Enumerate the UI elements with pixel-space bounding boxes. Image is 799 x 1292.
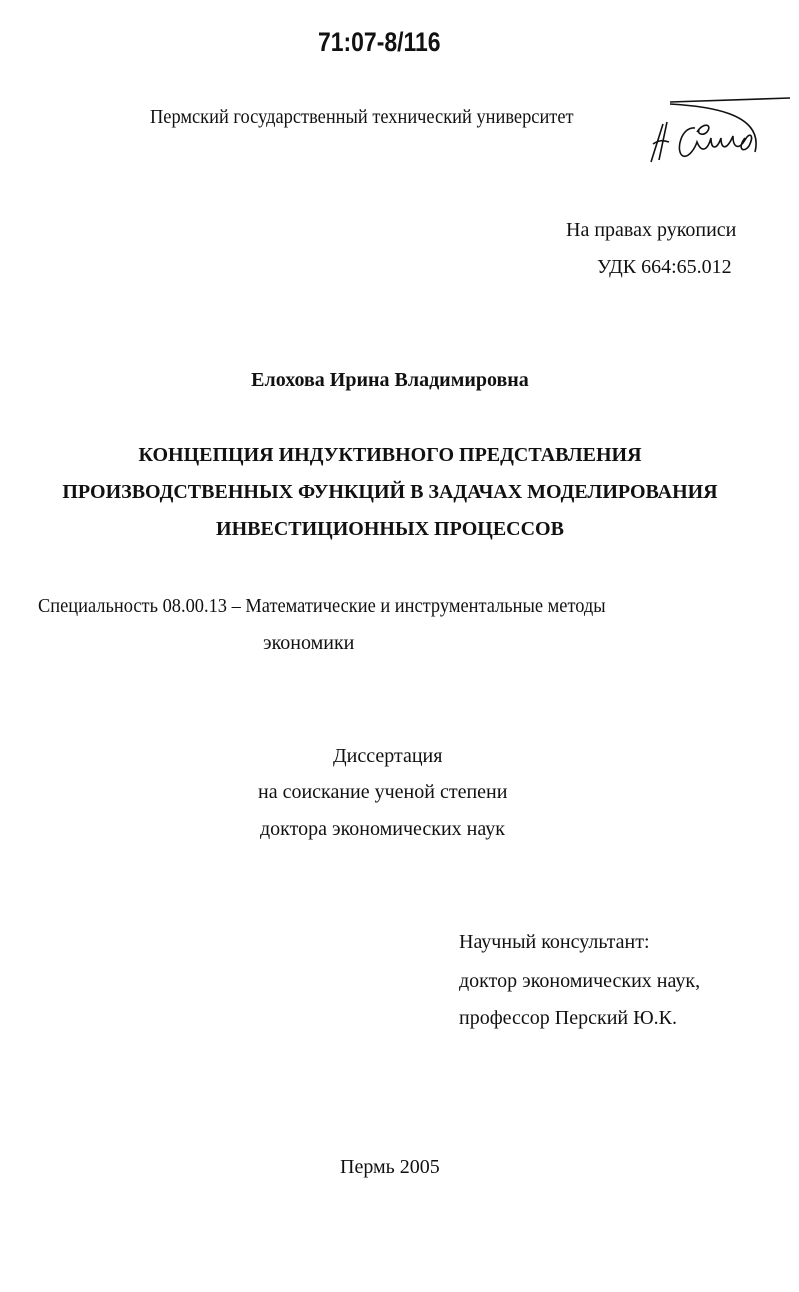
degree-line-1: Диссертация xyxy=(333,745,443,767)
degree-line-2: на соискание ученой степени xyxy=(258,781,508,803)
degree-line-3: доктора экономических наук xyxy=(260,818,505,840)
university-name: Пермский государственный технический университет xyxy=(150,106,574,128)
specialty-line-1: Специальность 08.00.13 – Математические и инструментальные методы xyxy=(38,595,606,617)
stamp-code: 71:07-8/116 xyxy=(318,27,441,57)
title-line-1: КОНЦЕПЦИЯ ИНДУКТИВНОГО ПРЕДСТАВЛЕНИЯ xyxy=(138,444,642,466)
manuscript-rights: На правах рукописи xyxy=(566,219,737,241)
signature xyxy=(645,92,795,172)
specialty-line-2: экономики xyxy=(263,632,355,654)
consultant-line-3: профессор Перский Ю.К. xyxy=(459,1007,678,1029)
title-line-3: ИНВЕСТИЦИОННЫХ ПРОЦЕССОВ xyxy=(216,518,564,540)
author-name: Елохова Ирина Владимировна xyxy=(251,369,529,391)
udk-code: УДК 664:65.012 xyxy=(597,256,732,278)
city-year: Пермь 2005 xyxy=(340,1156,440,1178)
consultant-line-1: Научный консультант: xyxy=(459,931,650,953)
title-line-2: ПРОИЗВОДСТВЕННЫХ ФУНКЦИЙ В ЗАДАЧАХ МОДЕЛИРОВАНИЯ xyxy=(62,481,718,503)
consultant-line-2: доктор экономических наук, xyxy=(459,970,701,992)
